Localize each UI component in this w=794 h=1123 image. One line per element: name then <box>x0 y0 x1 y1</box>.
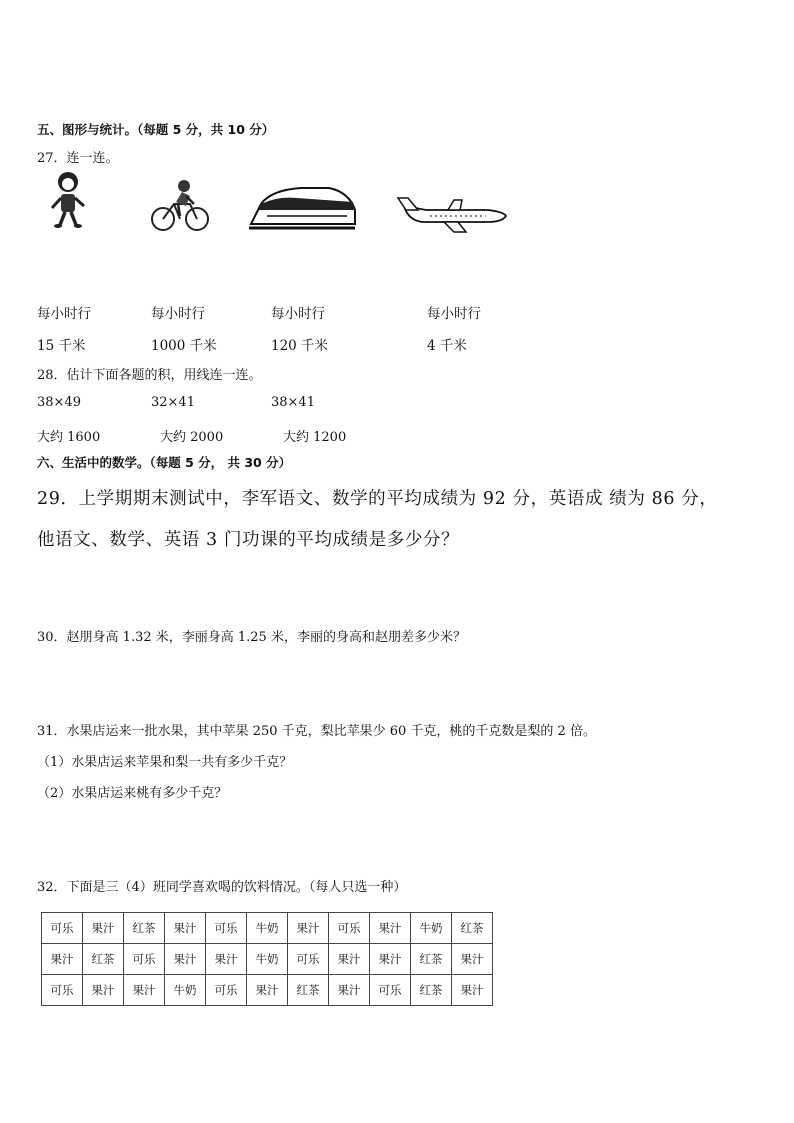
table-cell: 可乐 <box>42 913 83 944</box>
table-cell: 果汁 <box>165 913 206 944</box>
table-cell: 牛奶 <box>247 944 288 975</box>
speed-label-4: 每小时行 <box>427 306 481 322</box>
question-30: 30．赵朋身高 1.32 米，李丽身高 1.25 米，李丽的身高和赵朋差多少米？ <box>37 630 466 645</box>
speed-label-1: 每小时行 <box>37 306 91 322</box>
table-cell: 果汁 <box>370 913 411 944</box>
product-1: 38×49 <box>37 395 81 410</box>
question-28-stem: 28．估计下面各题的积，用线连一连。 <box>37 368 262 383</box>
table-cell: 可乐 <box>124 944 165 975</box>
speed-value-2: 1000 千米 <box>151 338 217 354</box>
table-cell: 果汁 <box>370 944 411 975</box>
cyclist-icon <box>150 178 210 234</box>
table-cell: 果汁 <box>165 944 206 975</box>
table-cell: 可乐 <box>370 975 411 1006</box>
table-cell: 可乐 <box>288 944 329 975</box>
question-31: 31．水果店运来一批水果，其中苹果 250 千克，梨比苹果少 60 千克，桃的千克数是梨的 2 倍。 <box>37 724 596 739</box>
product-2: 32×41 <box>151 395 195 410</box>
table-cell: 果汁 <box>247 975 288 1006</box>
table-row <box>42 913 493 944</box>
table-cell: 果汁 <box>329 975 370 1006</box>
estimate-2: 大约 2000 <box>160 430 224 445</box>
section-6-title: 六、生活中的数学。（每题 5 分， 共 30 分） <box>37 455 292 470</box>
table-cell: 牛奶 <box>165 975 206 1006</box>
table-cell: 果汁 <box>288 913 329 944</box>
drinks-survey-table <box>41 912 493 1006</box>
question-32: 32．下面是三（4）班同学喜欢喝的饮料情况。（每人只选一种） <box>37 880 407 895</box>
table-cell: 果汁 <box>42 944 83 975</box>
table-cell: 红茶 <box>124 913 165 944</box>
speed-value-3: 120 千米 <box>271 338 329 354</box>
table-cell: 可乐 <box>329 913 370 944</box>
airplane-icon <box>396 192 508 234</box>
table-cell: 可乐 <box>206 913 247 944</box>
table-cell: 牛奶 <box>411 913 452 944</box>
table-cell: 红茶 <box>288 975 329 1006</box>
table-cell: 果汁 <box>206 944 247 975</box>
table-cell: 果汁 <box>83 975 124 1006</box>
table-cell: 果汁 <box>124 975 165 1006</box>
section-5-title: 五、图形与统计。（每题 5 分，共 10 分） <box>37 122 275 137</box>
speed-label-3: 每小时行 <box>271 306 325 322</box>
speed-value-4: 4 千米 <box>427 338 467 354</box>
product-3: 38×41 <box>271 395 315 410</box>
table-cell: 红茶 <box>411 944 452 975</box>
table-cell: 红茶 <box>411 975 452 1006</box>
question-29-line1: 29．上学期期末测试中，李军语文、数学的平均成绩为 92 分，英语成 绩为 86 分， <box>37 489 718 509</box>
table-cell: 红茶 <box>452 913 493 944</box>
table-cell: 红茶 <box>83 944 124 975</box>
question-29-line2: 他语文、数学、英语 3 门功课的平均成绩是多少分？ <box>37 530 460 550</box>
table-cell: 果汁 <box>452 944 493 975</box>
table-row <box>42 944 493 975</box>
question-27-stem: 27．连一连。 <box>37 151 119 166</box>
girl-walking-icon <box>46 168 90 230</box>
estimate-3: 大约 1200 <box>283 430 347 445</box>
speed-value-1: 15 千米 <box>37 338 86 354</box>
table-cell: 果汁 <box>452 975 493 1006</box>
table-cell: 可乐 <box>206 975 247 1006</box>
estimate-1: 大约 1600 <box>37 430 101 445</box>
table-cell: 可乐 <box>42 975 83 1006</box>
table-cell: 果汁 <box>83 913 124 944</box>
question-31-sub1: （1）水果店运来苹果和梨一共有多少千克？ <box>37 755 293 770</box>
train-icon <box>247 184 357 234</box>
speed-label-2: 每小时行 <box>151 306 205 322</box>
table-cell: 果汁 <box>329 944 370 975</box>
question-31-sub2: （2）水果店运来桃有多少千克？ <box>37 786 228 801</box>
table-row <box>42 975 493 1006</box>
table-cell: 牛奶 <box>247 913 288 944</box>
